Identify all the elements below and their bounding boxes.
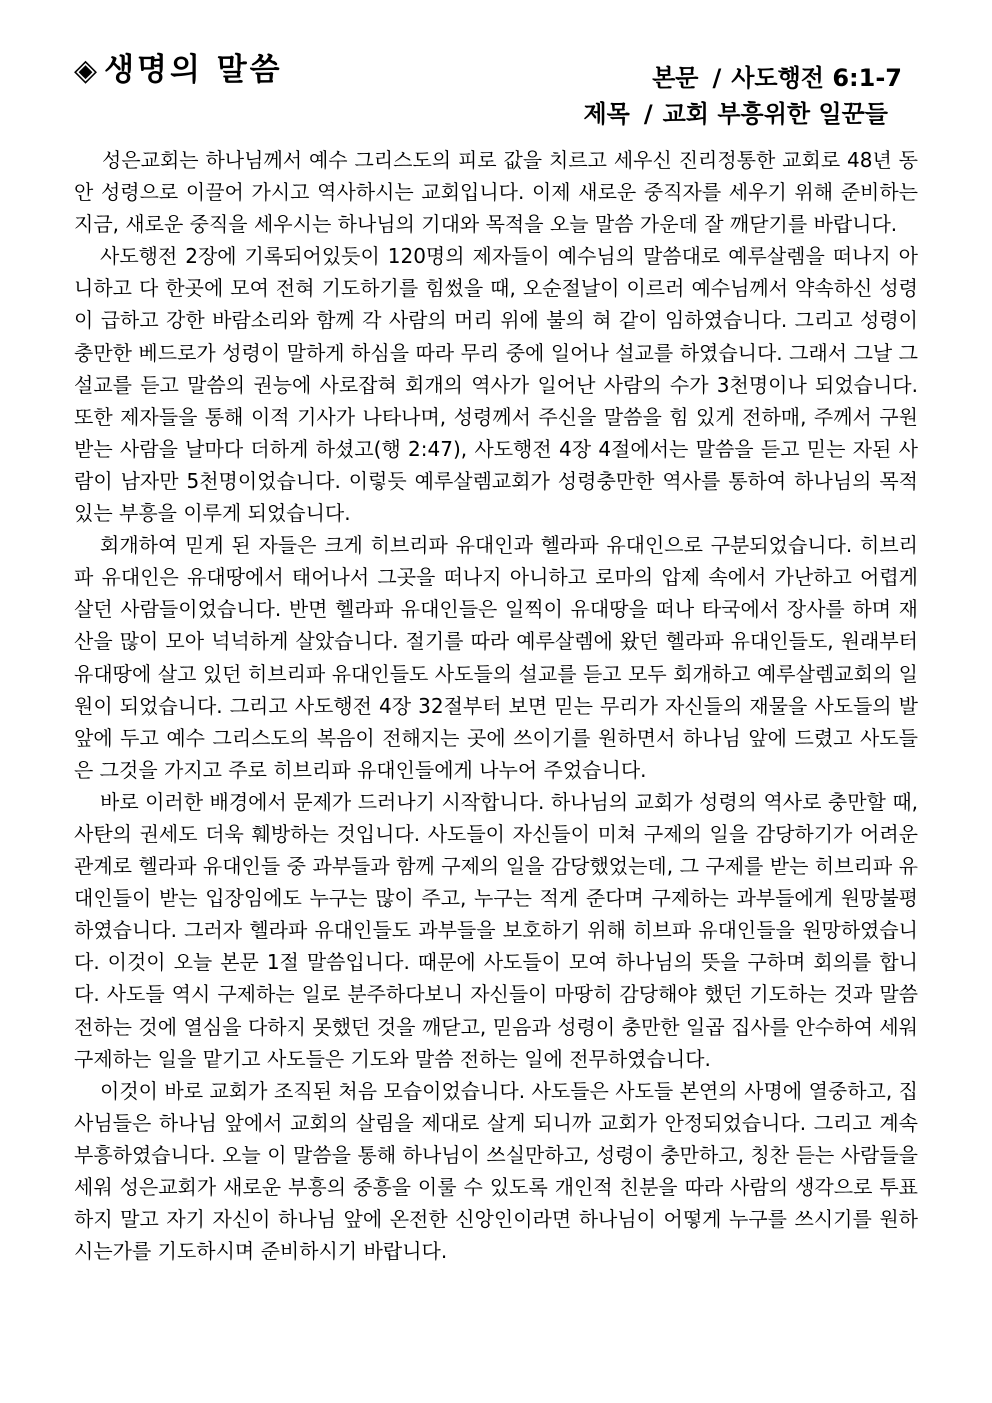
paragraph: 바로 이러한 배경에서 문제가 드러나기 시작합니다. 하나님의 교회가 성령의 역사로 충만할 때, 사탄의 권세도 더욱 훼방하는 것입니다. 사도들이 자신들이 미쳐 구제의 일을 감당하기가 어려운 관계로 헬라파 유대인들 중 과부들과 함께 구제의 일을 감당했었는데, 그 구제를 받는 히브리파 유대인들이 받는 입장임에도 누구는 많이 주고, 누구는 적게 준다며 구제하는 과부들에게 원망불평 하였습니다. 그러자 헬라파 유대인들도 과부들을 보호하기 위해 히브파 유대인들을 원망하였습니다. 이것이 오늘 본문 1절 말씀입니다. 때문에 사도들이 모여 하나님의 뜻을 구하며 회의를 합니다. 사도들 역시 구제하는 일로 분주하다보니 자신들이 마땅히 감당해야 했던 기도하는 것과 말씀 전하는 것에 열심을 다하지 못했던 것을 깨닫고, 믿음과 성령이 충만한 일곱 집사를 안수하여 세워 구제하는 일을 맡기고 사도들은 기도와 말씀 전하는 일에 전무하였습니다. xyxy=(74,789,918,1071)
reference-value: 사도행전 6:1-7 xyxy=(731,64,902,92)
section-heading xyxy=(74,50,283,91)
paragraph: 사도행전 2장에 기록되어있듯이 120명의 제자들이 예수님의 말씀대로 예루살렘을 떠나지 아니하고 다 한곳에 모여 전혀 기도하기를 힘썼을 때, 오순절날이 이르러 예수님께서 약속하신 성령이 급하고 강한 바람소리와 함께 각 사람의 머리 위에 불의 혀 같이 임하였습니다. 그리고 성령이 충만한 베드로가 성령이 말하게 하심을 따라 무리 중에 일어나 설교를 하였습니다. 그래서 그날 그 설교를 듣고 말씀의 권능에 사로잡혀 회개의 역사가 일어난 사람의 수가 3천명이나 되었습니다. 또한 제자들을 통해 이적 기사가 나타나며, 성령께서 주신을 말씀을 힘 있게 전하매, 주께서 구원받는 사람을 날마다 더하게 하셨고(행 2:47), 사도행전 4장 4절에서는 말씀을 듣고 믿는 자된 사람이 남자만 5천명이었습니다. 이렇듯 예루살렘교회가 성령충만한 역사를 통하여 하나님의 목적 있는 부흥을 이루게 되었습니다. xyxy=(74,244,918,526)
reference-label: 본문 xyxy=(652,64,699,92)
subject-value: 교회 부흥위한 일꾼들 xyxy=(662,100,888,128)
paragraph: 회개하여 믿게 된 자들은 크게 히브리파 유대인과 헬라파 유대인으로 구분되었습니다. 히브리파 유대인은 유대땅에서 태어나서 그곳을 떠나지 아니하고 로마의 압제 속에서 가난하고 어렵게 살던 사람들이었습니다. 반면 헬라파 유대인들은 일찍이 유대땅을 떠나 타국에서 장사를 하며 재산을 많이 모아 넉넉하게 살았습니다. 절기를 따라 예루살렘에 왔던 헬라파 유대인들도, 원래부터 유대땅에 살고 있던 히브리파 유대인들도 사도들의 설교를 듣고 모두 회개하고 예루살렘교회의 일원이 되었습니다. 그리고 사도행전 4장 32절부터 보면 믿는 무리가 자신들의 재물을 사도들의 발 앞에 두고 예수 그리스도의 복음이 전해지는 곳에 쓰이기를 원하면서 하나님 앞에 드렸고 사도들은 그것을 가지고 주로 히브리파 유대인들에게 나누어 주었습니다. xyxy=(74,533,918,782)
subject-label: 제목 xyxy=(583,100,630,128)
paragraph: 이것이 바로 교회가 조직된 처음 모습이었습니다. 사도들은 사도들 본연의 사명에 열중하고, 집사님들은 하나님 앞에서 교회의 살림을 제대로 살게 되니까 교회가 안정되었습니다. 그리고 계속 부흥하였습니다. 오늘 이 말씀을 통해 하나님이 쓰실만하고, 성령이 충만하고, 칭찬 듣는 사람들을 세워 성은교회가 새로운 부흥의 중흥을 이룰 수 있도록 개인적 친분을 따라 사람의 생각으로 투표하지 말고 자기 자신이 하나님 앞에 온전한 신앙인이라면 하나님이 어떻게 누구를 쓰시기를 원하시는가를 기도하시며 준비하시기 바랍니다. xyxy=(74,1078,918,1264)
sermon-body xyxy=(74,144,918,1267)
section-title: 생명의 말씀 xyxy=(104,52,283,88)
subject-separator: / xyxy=(643,100,653,128)
paragraph: 성은교회는 하나님께서 예수 그리스도의 피로 값을 치르고 세우신 진리정통한 교회로 48년 동안 성령으로 이끌어 가시고 역사하시는 교회입니다. 이제 새로운 중직자를 세우기 위해 준비하는 지금, 새로운 중직을 세우시는 하나님의 기대와 목적을 오늘 말씀 가운데 잘 깨닫기를 바랍니다. xyxy=(74,148,918,237)
diamond-marker-icon: ◈ xyxy=(74,53,101,88)
scripture-reference xyxy=(652,62,902,94)
reference-separator: / xyxy=(712,64,722,92)
sermon-subject xyxy=(583,98,888,130)
